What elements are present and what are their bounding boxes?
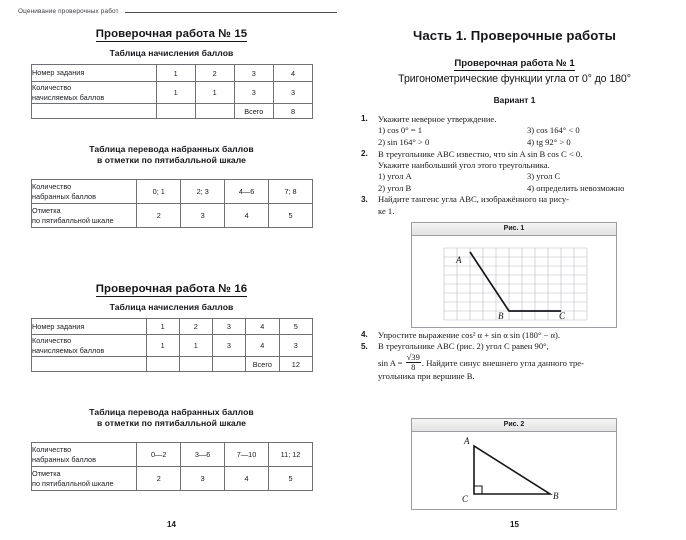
conversion-caption-line1: Таблица перевода набранных баллов bbox=[89, 144, 254, 154]
exercise-stem-line1: Найдите тангенс угла ABC, изображённого на рису- bbox=[378, 194, 570, 205]
points-cell: 3 bbox=[279, 335, 312, 357]
mark-cell: 2 bbox=[137, 204, 181, 228]
total-value: 8 bbox=[273, 104, 312, 119]
option-column-right bbox=[527, 171, 676, 194]
task-number-cell: 3 bbox=[234, 65, 273, 82]
score-range-cell: 0; 1 bbox=[137, 180, 181, 204]
points-cell: 1 bbox=[156, 82, 195, 104]
row-label-task-number: Номер задания bbox=[32, 319, 147, 335]
conversion-caption-line2: в отметки по пятибалльной шкале bbox=[97, 155, 246, 165]
work-15-scoring-caption: Таблица начисления баллов bbox=[109, 48, 234, 58]
total-row-spacer bbox=[195, 104, 234, 119]
score-range-cell: 7—10 bbox=[225, 443, 269, 467]
row-label-mark-line1: Отметка bbox=[32, 206, 61, 216]
work-16-conversion-caption bbox=[0, 407, 343, 429]
total-row-spacer bbox=[32, 357, 147, 372]
exercise-item-2 bbox=[361, 149, 676, 194]
figure-1-caption: Рис. 1 bbox=[412, 223, 616, 236]
mark-cell: 2 bbox=[137, 467, 181, 491]
fraction-numerator: √39 bbox=[406, 351, 420, 362]
work-16-scoring-caption-wrap bbox=[0, 302, 343, 313]
figure-2-label-a: A bbox=[464, 436, 470, 446]
points-cell: 3 bbox=[234, 82, 273, 104]
work-16-scoring-caption: Таблица начисления баллов bbox=[109, 302, 234, 312]
triangle-abc bbox=[474, 446, 550, 494]
points-cell: 3 bbox=[273, 82, 312, 104]
exercise-number: 4. bbox=[361, 329, 368, 339]
variant-label: Вариант 1 bbox=[493, 95, 536, 105]
figure-1-label-b: B bbox=[498, 311, 504, 321]
figure-2-label-c: C bbox=[462, 494, 469, 504]
exercise-body bbox=[378, 114, 676, 148]
points-cell: 1 bbox=[195, 82, 234, 104]
option: 4) определить невозможно bbox=[527, 182, 625, 193]
table-row-total bbox=[32, 357, 313, 372]
option: 3) cos 164° < 0 bbox=[527, 125, 580, 136]
exercise-number: 5. bbox=[361, 341, 368, 351]
score-range-cell: 7; 8 bbox=[269, 180, 313, 204]
fraction-sin-a bbox=[406, 353, 421, 372]
exercise-stem-line2: ке 1. bbox=[378, 205, 395, 216]
work-16-title: Проверочная работа № 16 bbox=[95, 283, 248, 295]
total-row-spacer bbox=[32, 104, 157, 119]
work-1-title: Проверочная работа № 1 bbox=[454, 58, 575, 69]
work-16-scoring-table bbox=[31, 318, 313, 372]
mark-cell: 5 bbox=[269, 204, 313, 228]
row-label-mark-line1: Отметка bbox=[32, 469, 61, 479]
table-row bbox=[32, 204, 313, 228]
row-label-task-number: Номер задания bbox=[32, 65, 157, 82]
table-row bbox=[32, 443, 313, 467]
page-number-right: 15 bbox=[510, 520, 519, 529]
row-label-mark-line2: по пятибалльной шкале bbox=[32, 478, 114, 488]
task-number-cell: 2 bbox=[195, 65, 234, 82]
mark-cell: 3 bbox=[181, 467, 225, 491]
exercise-stem: Укажите неверное утверждение. bbox=[378, 114, 497, 124]
work-15-title: Проверочная работа № 15 bbox=[95, 28, 248, 40]
row-label-scores-line2: набранных баллов bbox=[32, 454, 96, 464]
figure-1-label-a: A bbox=[456, 255, 462, 265]
figure-2-caption: Рис. 2 bbox=[412, 419, 616, 432]
fraction-denominator: 8 bbox=[411, 361, 416, 372]
grid-lines bbox=[444, 248, 587, 320]
exercise-item-1 bbox=[361, 114, 676, 148]
row-label-points-line1: Количество bbox=[32, 336, 72, 346]
row-label-mark bbox=[32, 204, 137, 228]
points-cell: 1 bbox=[179, 335, 212, 357]
exercise-item-3 bbox=[361, 194, 676, 217]
points-cell: 4 bbox=[245, 335, 279, 357]
points-cell: 1 bbox=[146, 335, 179, 357]
row-label-scores bbox=[32, 443, 137, 467]
exercise-item-5 bbox=[361, 341, 676, 382]
exercise-stem-line2: Укажите наибольший угол этого треугольника. bbox=[378, 159, 550, 170]
table-row bbox=[32, 180, 313, 204]
running-head bbox=[18, 8, 337, 15]
exercise-body bbox=[378, 341, 676, 382]
total-label: Всего bbox=[245, 357, 279, 372]
exercise-stem-line3: угольника при вершине B. bbox=[378, 371, 475, 382]
row-label-scores-line2: набранных баллов bbox=[32, 191, 96, 201]
task-number-cell: 4 bbox=[245, 319, 279, 335]
exercise-body bbox=[378, 194, 676, 217]
task-number-cell: 2 bbox=[179, 319, 212, 335]
row-label-scores-line1: Количество bbox=[32, 445, 72, 455]
exercise-options bbox=[378, 125, 676, 148]
exercise-stem-line1: В треугольнике ABC известно, что sin A sin B cos C < 0. bbox=[378, 148, 583, 159]
figure-2-drawing bbox=[412, 432, 618, 511]
row-label-scores-line1: Количество bbox=[32, 182, 72, 192]
row-label-scores bbox=[32, 180, 137, 204]
exercise-number: 3. bbox=[361, 194, 368, 204]
option: 2) угол B bbox=[378, 182, 412, 193]
total-row-spacer bbox=[212, 357, 245, 372]
option-column-left bbox=[378, 125, 527, 148]
exercise-item-4 bbox=[361, 330, 676, 341]
work-15-title-wrap bbox=[0, 28, 343, 42]
exercise-number: 1. bbox=[361, 114, 368, 124]
running-head-rule bbox=[125, 12, 337, 13]
points-cell: 3 bbox=[212, 335, 245, 357]
total-row-spacer bbox=[179, 357, 212, 372]
mark-cell: 4 bbox=[225, 467, 269, 491]
score-range-cell: 3—6 bbox=[181, 443, 225, 467]
total-value: 12 bbox=[279, 357, 312, 372]
work-15-conversion-caption-wrap bbox=[0, 144, 343, 166]
part-title: Часть 1. Проверочные работы bbox=[412, 28, 617, 43]
exercise-body bbox=[378, 149, 676, 194]
task-number-cell: 4 bbox=[273, 65, 312, 82]
row-label-points bbox=[32, 82, 157, 104]
exercise-options bbox=[378, 171, 676, 194]
row-label-points-line1: Количество bbox=[32, 83, 72, 93]
task-number-cell: 1 bbox=[156, 65, 195, 82]
right-page bbox=[343, 0, 686, 540]
running-head-text: Оценивание проверочных работ bbox=[18, 8, 119, 15]
table-row-total bbox=[32, 104, 313, 119]
table-row bbox=[32, 65, 313, 82]
work-15-scoring-table bbox=[31, 64, 313, 119]
exercise-stem-line2 bbox=[378, 353, 676, 372]
figure-1-drawing bbox=[412, 236, 618, 329]
mark-cell: 5 bbox=[269, 467, 313, 491]
option-column-right bbox=[527, 125, 676, 148]
conversion-caption-line2: в отметки по пятибалльной шкале bbox=[97, 418, 246, 428]
figure-1-label-c: C bbox=[559, 311, 566, 321]
work-1-subtitle: Тригонометрические функции угла от 0° до 180° bbox=[398, 73, 631, 85]
score-range-cell: 0—2 bbox=[137, 443, 181, 467]
row-label-mark bbox=[32, 467, 137, 491]
row-label-points bbox=[32, 335, 147, 357]
figure-2-label-b: B bbox=[553, 491, 559, 501]
option: 4) tg 92° > 0 bbox=[527, 136, 571, 147]
work-16-conversion-caption-wrap bbox=[0, 407, 343, 429]
figure-1-body bbox=[412, 236, 616, 328]
row-label-points-line2: начисляемых баллов bbox=[32, 345, 105, 355]
mark-cell: 4 bbox=[225, 204, 269, 228]
total-label: Всего bbox=[234, 104, 273, 119]
score-range-cell: 4—6 bbox=[225, 180, 269, 204]
exercise-body bbox=[378, 330, 676, 341]
mark-cell: 3 bbox=[181, 204, 225, 228]
option: 1) угол A bbox=[378, 171, 412, 182]
option: 2) sin 164° > 0 bbox=[378, 136, 430, 147]
table-row bbox=[32, 335, 313, 357]
figure-1 bbox=[411, 222, 617, 328]
option: 3) угол C bbox=[527, 171, 561, 182]
total-row-spacer bbox=[146, 357, 179, 372]
task-number-cell: 5 bbox=[279, 319, 312, 335]
task-number-cell: 1 bbox=[146, 319, 179, 335]
score-range-cell: 2; 3 bbox=[181, 180, 225, 204]
table-row bbox=[32, 82, 313, 104]
work-16-conversion-table bbox=[31, 442, 313, 491]
figure-2 bbox=[411, 418, 617, 510]
stem-line2-post: . Найдите синус внешнего угла данного тре- bbox=[421, 357, 584, 368]
option: 1) cos 0° = 1 bbox=[378, 125, 423, 136]
work-15-scoring-caption-wrap bbox=[0, 48, 343, 59]
work-15-conversion-caption bbox=[0, 144, 343, 166]
score-range-cell: 11; 12 bbox=[269, 443, 313, 467]
conversion-caption-line1: Таблица перевода набранных баллов bbox=[89, 407, 254, 417]
total-row-spacer bbox=[156, 104, 195, 119]
right-angle-marker-icon bbox=[474, 486, 482, 494]
exercise-number: 2. bbox=[361, 148, 368, 158]
table-row bbox=[32, 467, 313, 491]
row-label-mark-line2: по пятибалльной шкале bbox=[32, 215, 114, 225]
work-15-conversion-table bbox=[31, 179, 313, 228]
row-label-points-line2: начисляемых баллов bbox=[32, 92, 105, 102]
figure-2-body bbox=[412, 432, 616, 510]
page-number-left: 14 bbox=[167, 520, 176, 529]
exercise-stem: Упростите выражение cos² α + sin α sin (180° − α). bbox=[378, 329, 561, 340]
option-column-left bbox=[378, 171, 527, 194]
task-number-cell: 3 bbox=[212, 319, 245, 335]
stem-line2-pre: sin A = bbox=[378, 357, 405, 368]
exercise-stem-line1: В треугольнике ABC (рис. 2) угол C равен 90°, bbox=[378, 341, 549, 352]
table-row bbox=[32, 319, 313, 335]
work-16-title-wrap bbox=[0, 283, 343, 297]
